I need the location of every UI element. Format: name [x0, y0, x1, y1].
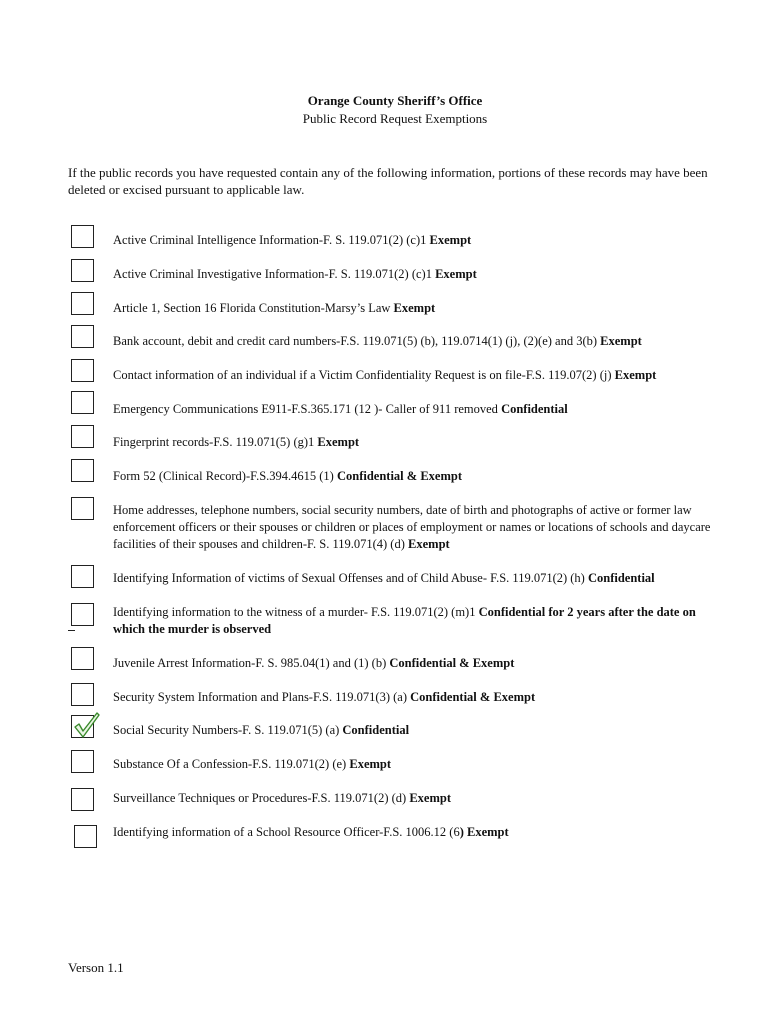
- checkbox[interactable]: [71, 225, 94, 248]
- checkbox[interactable]: [71, 565, 94, 588]
- exemption-status: Confidential for 2 years after the date on which the murder is observed: [113, 605, 696, 636]
- exemption-status: Confidential & Exempt: [410, 690, 536, 704]
- exemption-description: Contact information of an individual if a Victim Confidentiality Request is on file-F.S. 119.07(2) (j): [113, 368, 615, 382]
- exemption-description: Active Criminal Intelligence Information-F. S. 119.071(2) (c)1: [113, 233, 430, 247]
- exemption-description: Juvenile Arrest Information-F. S. 985.04(1) and (1) (b): [113, 656, 390, 670]
- exemption-status: Exempt: [614, 368, 657, 382]
- exemption-text: [113, 401, 728, 418]
- checkbox[interactable]: [71, 788, 94, 811]
- exemption-text: [113, 367, 728, 384]
- exemption-status: Confidential: [501, 402, 568, 416]
- exemption-description: Identifying information of a School Resource Officer-F.S. 1006.12 (6: [113, 825, 460, 839]
- exemption-description: Substance Of a Confession-F.S. 119.071(2) (e): [113, 757, 350, 771]
- checkbox[interactable]: [71, 292, 94, 315]
- exemption-description: Article 1, Section 16 Florida Constitution-Marsy’s Law: [113, 301, 394, 315]
- exemption-text: [113, 266, 728, 283]
- version-label: Verson 1.1: [68, 960, 124, 975]
- checkbox[interactable]: [71, 647, 94, 670]
- exemption-status: Confidential & Exempt: [336, 469, 462, 483]
- exemption-text: [113, 468, 728, 485]
- exemption-description: Emergency Communications E911-F.S.365.171 (12 )- Caller of 911 removed: [113, 402, 502, 416]
- exemption-description: Social Security Numbers-F. S. 119.071(5) (a): [113, 723, 343, 737]
- intro-paragraph: If the public records you have requested contain any of the following information, portions of these records may have been deleted or excised pursuant to applicable law.: [68, 165, 708, 197]
- checkbox[interactable]: [74, 825, 97, 848]
- checkbox[interactable]: [71, 497, 94, 520]
- exemption-text: [113, 689, 728, 706]
- checkbox[interactable]: [71, 325, 94, 348]
- checkbox[interactable]: [71, 425, 94, 448]
- exemption-description: Surveillance Techniques or Procedures-F.S. 119.071(2) (d): [113, 791, 410, 805]
- exemption-text: [113, 570, 728, 587]
- exemption-description: Fingerprint records-F.S. 119.071(5) (g)1: [113, 435, 318, 449]
- exemption-status: Exempt: [409, 791, 451, 805]
- exemption-text: [113, 655, 728, 672]
- exemption-text: [113, 790, 728, 807]
- exemption-description: Identifying information to the witness of a murder- F.S. 119.071(2) (m)1: [113, 605, 479, 619]
- exemption-status: Confidential: [587, 571, 655, 585]
- checkbox-checked[interactable]: [71, 715, 94, 738]
- exemption-text: [113, 722, 728, 739]
- exemption-status: Exempt: [393, 301, 436, 315]
- exemption-description: Active Criminal Investigative Information-F. S. 119.071(2) (c)1: [113, 267, 436, 281]
- exemption-text: [113, 232, 728, 249]
- exemption-description: Security System Information and Plans-F.S. 119.071(3) (a): [113, 690, 411, 704]
- checkbox[interactable]: [71, 683, 94, 706]
- exemption-text: [113, 434, 728, 451]
- stray-mark: [68, 630, 75, 631]
- exemption-text: [113, 756, 728, 773]
- exemption-status: Exempt: [429, 233, 472, 247]
- exemption-status: Confidential & Exempt: [389, 656, 515, 670]
- exemption-status: ) Exempt: [459, 825, 509, 839]
- exemption-status: Exempt: [408, 537, 450, 551]
- exemption-status: Exempt: [317, 435, 360, 449]
- exemption-status: Exempt: [349, 757, 392, 771]
- checkbox[interactable]: [71, 603, 94, 626]
- exemption-text: [113, 300, 728, 317]
- checkmark-icon: [71, 712, 101, 740]
- exemption-text: [113, 502, 728, 553]
- exemption-text: [113, 604, 728, 638]
- exemption-status: Confidential: [342, 723, 410, 737]
- exemption-status: Exempt: [435, 267, 477, 281]
- exemption-status: Exempt: [600, 334, 642, 348]
- exemption-text: [113, 333, 728, 350]
- exemption-description: Home addresses, telephone numbers, social security numbers, date of birth and photographs of active or former law enforcement officers or their spouses or children or places of employment or names or locations of schools and daycare facilities of their spouses and children-F. S. 119.071(4) (d): [113, 503, 711, 551]
- exemption-description: Form 52 (Clinical Record)-F.S.394.4615 (1): [113, 469, 337, 483]
- exemption-description: Bank account, debit and credit card numbers-F.S. 119.071(5) (b), 119.0714(1) (j), (2)(e) and 3(b): [113, 334, 601, 348]
- exemption-description: Identifying Information of victims of Sexual Offenses and of Child Abuse- F.S. 119.071(2) (h): [113, 571, 588, 585]
- checkbox[interactable]: [71, 259, 94, 282]
- checkbox[interactable]: [71, 391, 94, 414]
- document-subtitle: Public Record Request Exemptions: [302, 111, 488, 126]
- checkbox[interactable]: [71, 459, 94, 482]
- exemption-text: [113, 824, 728, 841]
- organization-title: Orange County Sheriff’s Office: [307, 93, 483, 108]
- checkbox[interactable]: [71, 359, 94, 382]
- checkbox[interactable]: [71, 750, 94, 773]
